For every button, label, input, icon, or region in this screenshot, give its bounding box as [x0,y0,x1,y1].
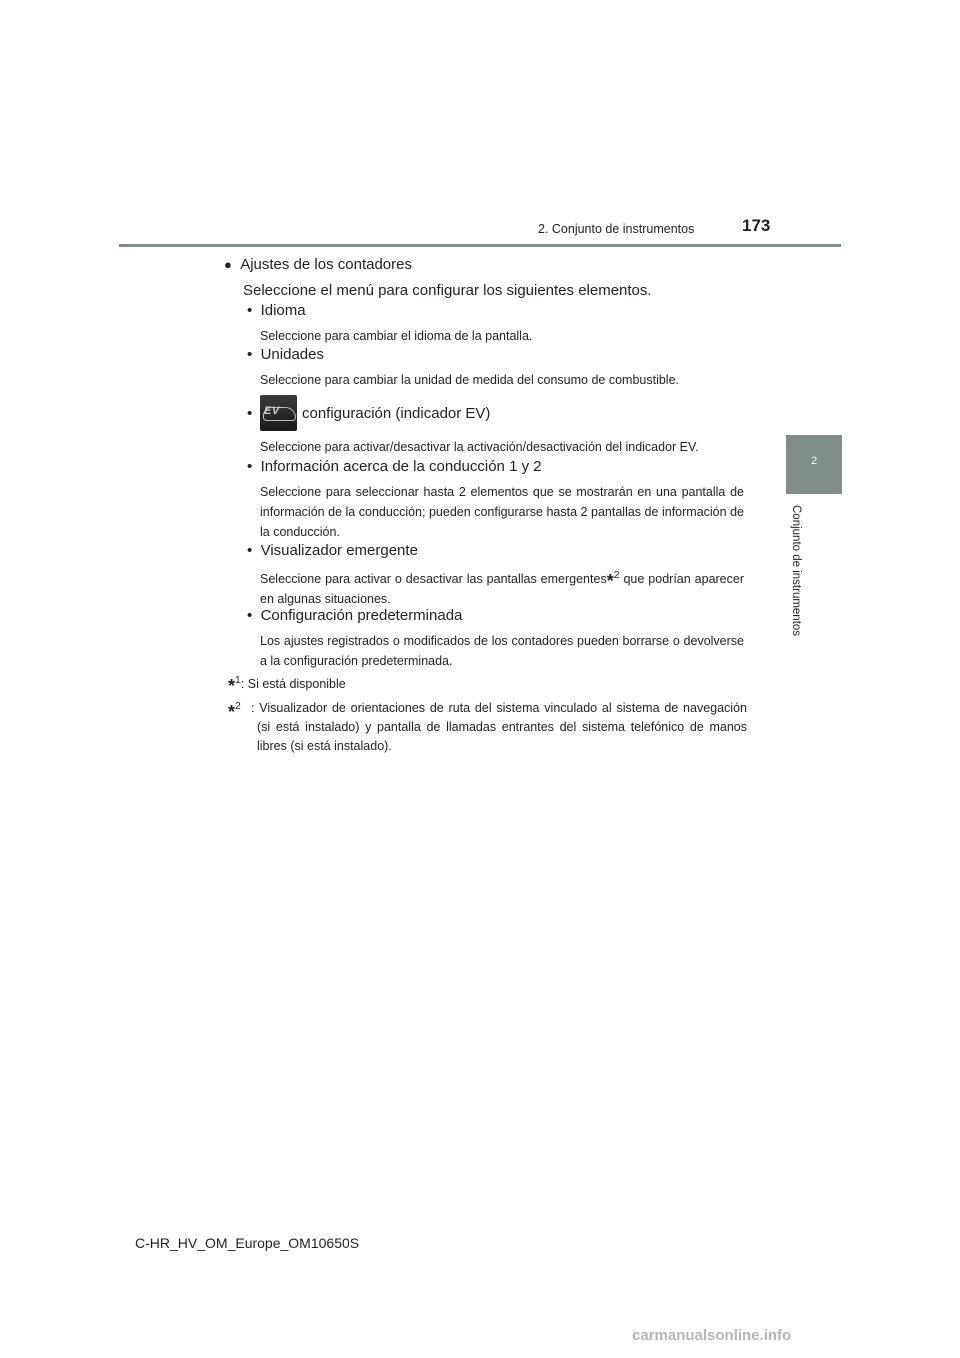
list-item: • Información acerca de la conducción 1 y 2 [247,458,542,475]
chapter-tab-number: 2 [810,455,818,467]
list-item: • Visualizador emergente [247,542,418,559]
list-item: • Unidades [247,346,324,363]
section-heading-text: Ajustes de los contadores [240,256,412,273]
ev-indicator-icon: EV [260,395,297,431]
list-item-desc: Seleccione para activar/desactivar la activación/desactivación del indicador EV. [260,440,699,454]
list-item-desc: Seleccione para cambiar el idioma de la pantalla. [260,329,533,343]
watermark-text: carmanualsonline.info [632,1327,792,1344]
intro-text: Seleccione el menú para configurar los siguientes elementos. [243,282,652,299]
list-item-bullet: • [247,405,253,422]
list-item: • Configuración predeterminada [247,607,463,624]
list-item-label: configuración (indicador EV) [302,405,491,422]
footnote-1: *$^1$: Si está disponible [228,674,346,696]
list-item-desc: Los ajustes registrados o modificados de los contadores pueden borrarse o devolverse a la configuración predeterminada. [260,634,744,668]
page-number: 173 [742,216,771,235]
footnote-2-text: : Visualizador de orientaciones de ruta del sistema vinculado al sistema de navegación (si está instalado) y pantalla de llamadas entrantes del sistema telefónico de manos libres (si está instalado). [251,701,747,753]
list-item-desc: Seleccione para seleccionar hasta 2 elementos que se mostrarán en una pantalla de información de la conducción; pueden configurarse hasta 2 pantallas de información de la conducción. [260,485,744,539]
header-section-title: 2. Conjunto de instrumentos [538,222,695,236]
footnote-2-marker: *$^2$ [228,700,241,722]
document-id: C-HR_HV_OM_Europe_OM10650S [135,1235,360,1251]
header-divider [119,244,841,247]
list-item-desc: Seleccione para cambiar la unidad de medida del consumo de combustible. [260,373,680,387]
list-item-desc: Seleccione para activar o desactivar las pantallas emergentes*$^2$ que podrían aparecer en algunas situaciones. [260,570,744,607]
list-item: • Idioma [247,302,306,319]
section-heading [224,256,412,273]
chapter-tab-label: Conjunto de instrumentos [790,505,802,637]
circle-bullet-icon: ● [224,257,232,272]
